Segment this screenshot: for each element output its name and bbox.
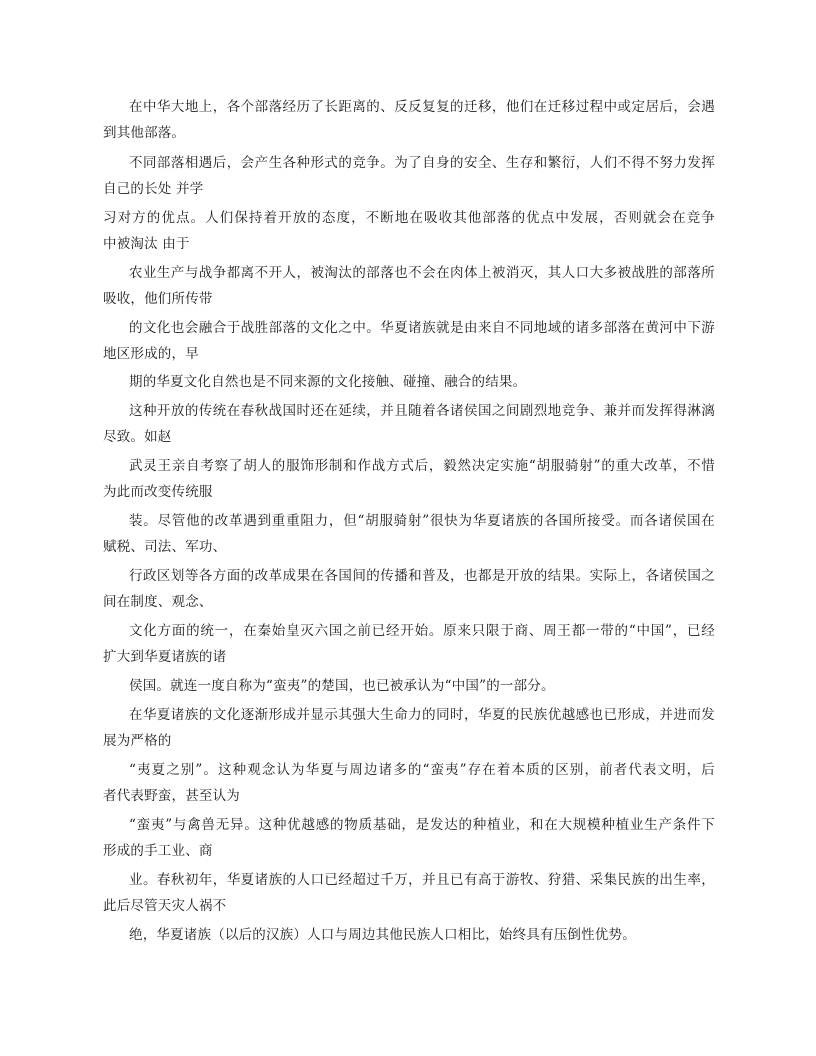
- text-line: 不同部落相遇后，会产生各种形式的竞争。为了自身的安全、生存和繁衍，人们不得不努力发挥: [129, 155, 715, 171]
- text-line: 者代表野蛮，甚至认为: [103, 788, 240, 804]
- text-line: 的文化也会融合于战胜部落的文化之中。华夏诸族就是由来自不同地域的诸多部落在黄河中下游: [129, 320, 715, 336]
- text-line: 业。春秋初年，华夏诸族的人口已经超过千万，并且已有高于游牧、狩猎、采集民族的出生率，: [129, 872, 715, 888]
- text-line: 这种开放的传统在春秋战国时还在延续，并且随着各诸侯国之间剧烈地竞争、兼并而发挥得淋漓: [129, 403, 715, 419]
- text-line: 为此而改变传统服: [103, 484, 213, 500]
- text-line: 农业生产与战争都离不开人，被淘汰的部落也不会在肉体上被消灭，其人口大多被战胜的部落所: [129, 265, 715, 281]
- text-line: 尽致。如赵: [103, 429, 172, 445]
- text-line: 装。尽管他的改革遇到重重阻力，但“胡服骑射”很快为华夏诸族的各国所接受。而各诸侯国在: [129, 513, 715, 529]
- text-line: 中被淘汰 由于: [103, 236, 190, 252]
- text-line: 侯国。就连一度自称为“蛮夷”的楚国，也已被承认为“中国”的一部分。: [129, 678, 555, 694]
- text-line: 地区形成的，早: [103, 346, 199, 362]
- text-line: 扩大到华夏诸族的诸: [103, 649, 227, 665]
- text-line: 形成的手工业、商: [103, 843, 213, 859]
- text-line: 展为严格的: [103, 733, 172, 749]
- text-line: “蛮夷”与禽兽无异。这种优越感的物质基础，是发达的种植业，和在大规模种植业生产条件下: [129, 817, 715, 833]
- text-line: 文化方面的统一，在秦始皇灭六国之前已经开始。原来只限于商、周王都一带的“中国”，已经: [129, 623, 715, 639]
- text-line: 在华夏诸族的文化逐渐形成并显示其强大生命力的同时，华夏的民族优越感也已形成，并进而发: [129, 707, 715, 723]
- text-line: 武灵王亲自考察了胡人的服饰形制和作战方式后，毅然决定实施“胡服骑射”的重大改革，不惜: [129, 458, 715, 474]
- text-line: 自己的长处 并学: [103, 181, 204, 197]
- text-line: 行政区划等各方面的改革成果在各国间的传播和普及，也都是开放的结果。实际上，各诸侯国之: [129, 568, 715, 584]
- text-line: 间在制度、观念、: [103, 594, 213, 610]
- text-line: 此后尽管天灾人祸不: [103, 898, 227, 914]
- text-line: 到其他部落。: [103, 125, 186, 141]
- text-line: 吸收，他们所传带: [103, 291, 213, 307]
- text-line: 绝，华夏诸族（以后的汉族）人口与周边其他民族人口相比，始终具有压倒性优势。: [129, 927, 636, 943]
- text-line: “夷夏之别”。这种观念认为华夏与周边诸多的“蛮夷”存在着本质的区别，前者代表文明，后: [129, 762, 715, 778]
- text-line: 在中华大地上，各个部落经历了长距离的、反反复复的迁移，他们在迁移过程中或定居后，会遇: [129, 99, 715, 115]
- text-line: 习对方的优点。人们保持着开放的态度，不断地在吸收其他部落的优点中发展，否则就会在竞争: [103, 210, 715, 226]
- text-line: 赋税、司法、军功、: [103, 539, 227, 555]
- text-line: 期的华夏文化自然也是不同来源的文化接触、碰撞、融合的结果。: [129, 374, 527, 390]
